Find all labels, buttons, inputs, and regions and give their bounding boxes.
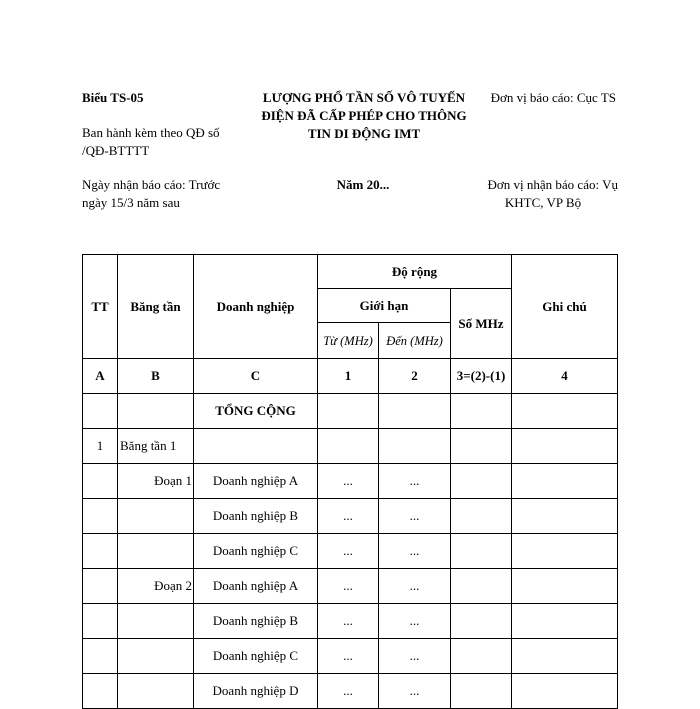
header-mhz: Số MHz [451,289,512,359]
to-value: ... [379,639,451,674]
header-limit: Giới hạn [318,289,451,323]
total-row [83,394,618,429]
header-width: Độ rộng [318,255,512,289]
table-row [83,464,618,499]
segment-label [118,639,194,674]
code-cell: C [194,359,318,394]
code-cell: 4 [512,359,618,394]
table-row [83,674,618,709]
receive-date-line-2: ngày 15/3 năm sau [82,195,180,210]
table-row [83,499,618,534]
enterprise-name: Doanh nghiệp A [194,569,318,604]
from-value: ... [318,499,379,534]
report-year: Năm 20... [336,177,390,192]
to-value: ... [379,569,451,604]
segment-label [118,674,194,709]
enterprise-name: Doanh nghiệp A [194,464,318,499]
report-title-line-1: LƯỢNG PHỔ TẦN SỐ VÔ TUYẾN [262,90,466,105]
table-row [83,569,618,604]
spectrum-table [82,254,618,709]
enterprise-name: Doanh nghiệp B [194,604,318,639]
segment-label: Đoạn 2 [118,569,194,604]
header-enterprise: Doanh nghiệp [194,255,318,359]
to-value: ... [379,464,451,499]
report-title-line-2: ĐIỆN ĐÃ CẤP PHÉP CHO THÔNG [261,108,467,123]
receive-date-line-1: Ngày nhận báo cáo: Trước [82,177,221,192]
form-code: Biểu TS-05 [82,90,144,105]
receiving-unit-line-2: KHTC, VP Bộ [504,195,582,210]
issued-by-line-1: Ban hành kèm theo QĐ số [82,125,220,140]
from-value: ... [318,464,379,499]
from-value: ... [318,639,379,674]
reporting-unit: Đơn vị báo cáo: Cục TS [490,90,616,105]
band-tt: 1 [83,429,118,464]
segment-label [118,534,194,569]
segment-label: Đoạn 1 [118,464,194,499]
segment-label [118,604,194,639]
from-value: ... [318,604,379,639]
enterprise-name: Doanh nghiệp B [194,499,318,534]
table-row [83,639,618,674]
receiving-unit-line-1: Đơn vị nhận báo cáo: Vụ [487,177,618,192]
to-value: ... [379,499,451,534]
enterprise-name: Doanh nghiệp C [194,639,318,674]
header-tt: TT [83,255,118,359]
issued-by-line-2: /QĐ-BTTTT [82,143,150,158]
code-cell: B [118,359,194,394]
total-label: TỔNG CỘNG [194,394,318,429]
band-row [83,429,618,464]
code-row [83,359,618,394]
header-to: Đến (MHz) [379,323,451,359]
code-cell: 1 [318,359,379,394]
band-name: Băng tần 1 [118,429,194,464]
segment-label [118,499,194,534]
header-band: Băng tần [118,255,194,359]
to-value: ... [379,534,451,569]
enterprise-name: Doanh nghiệp D [194,674,318,709]
report-title-line-3: TIN DI ĐỘNG IMT [307,126,421,141]
to-value: ... [379,604,451,639]
code-cell: A [83,359,118,394]
from-value: ... [318,674,379,709]
code-cell: 2 [379,359,451,394]
from-value: ... [318,534,379,569]
header-from: Từ (MHz) [318,323,379,359]
table-row [83,604,618,639]
table-row [83,534,618,569]
to-value: ... [379,674,451,709]
from-value: ... [318,569,379,604]
code-cell: 3=(2)-(1) [451,359,512,394]
enterprise-name: Doanh nghiệp C [194,534,318,569]
header-note: Ghi chú [512,255,618,359]
